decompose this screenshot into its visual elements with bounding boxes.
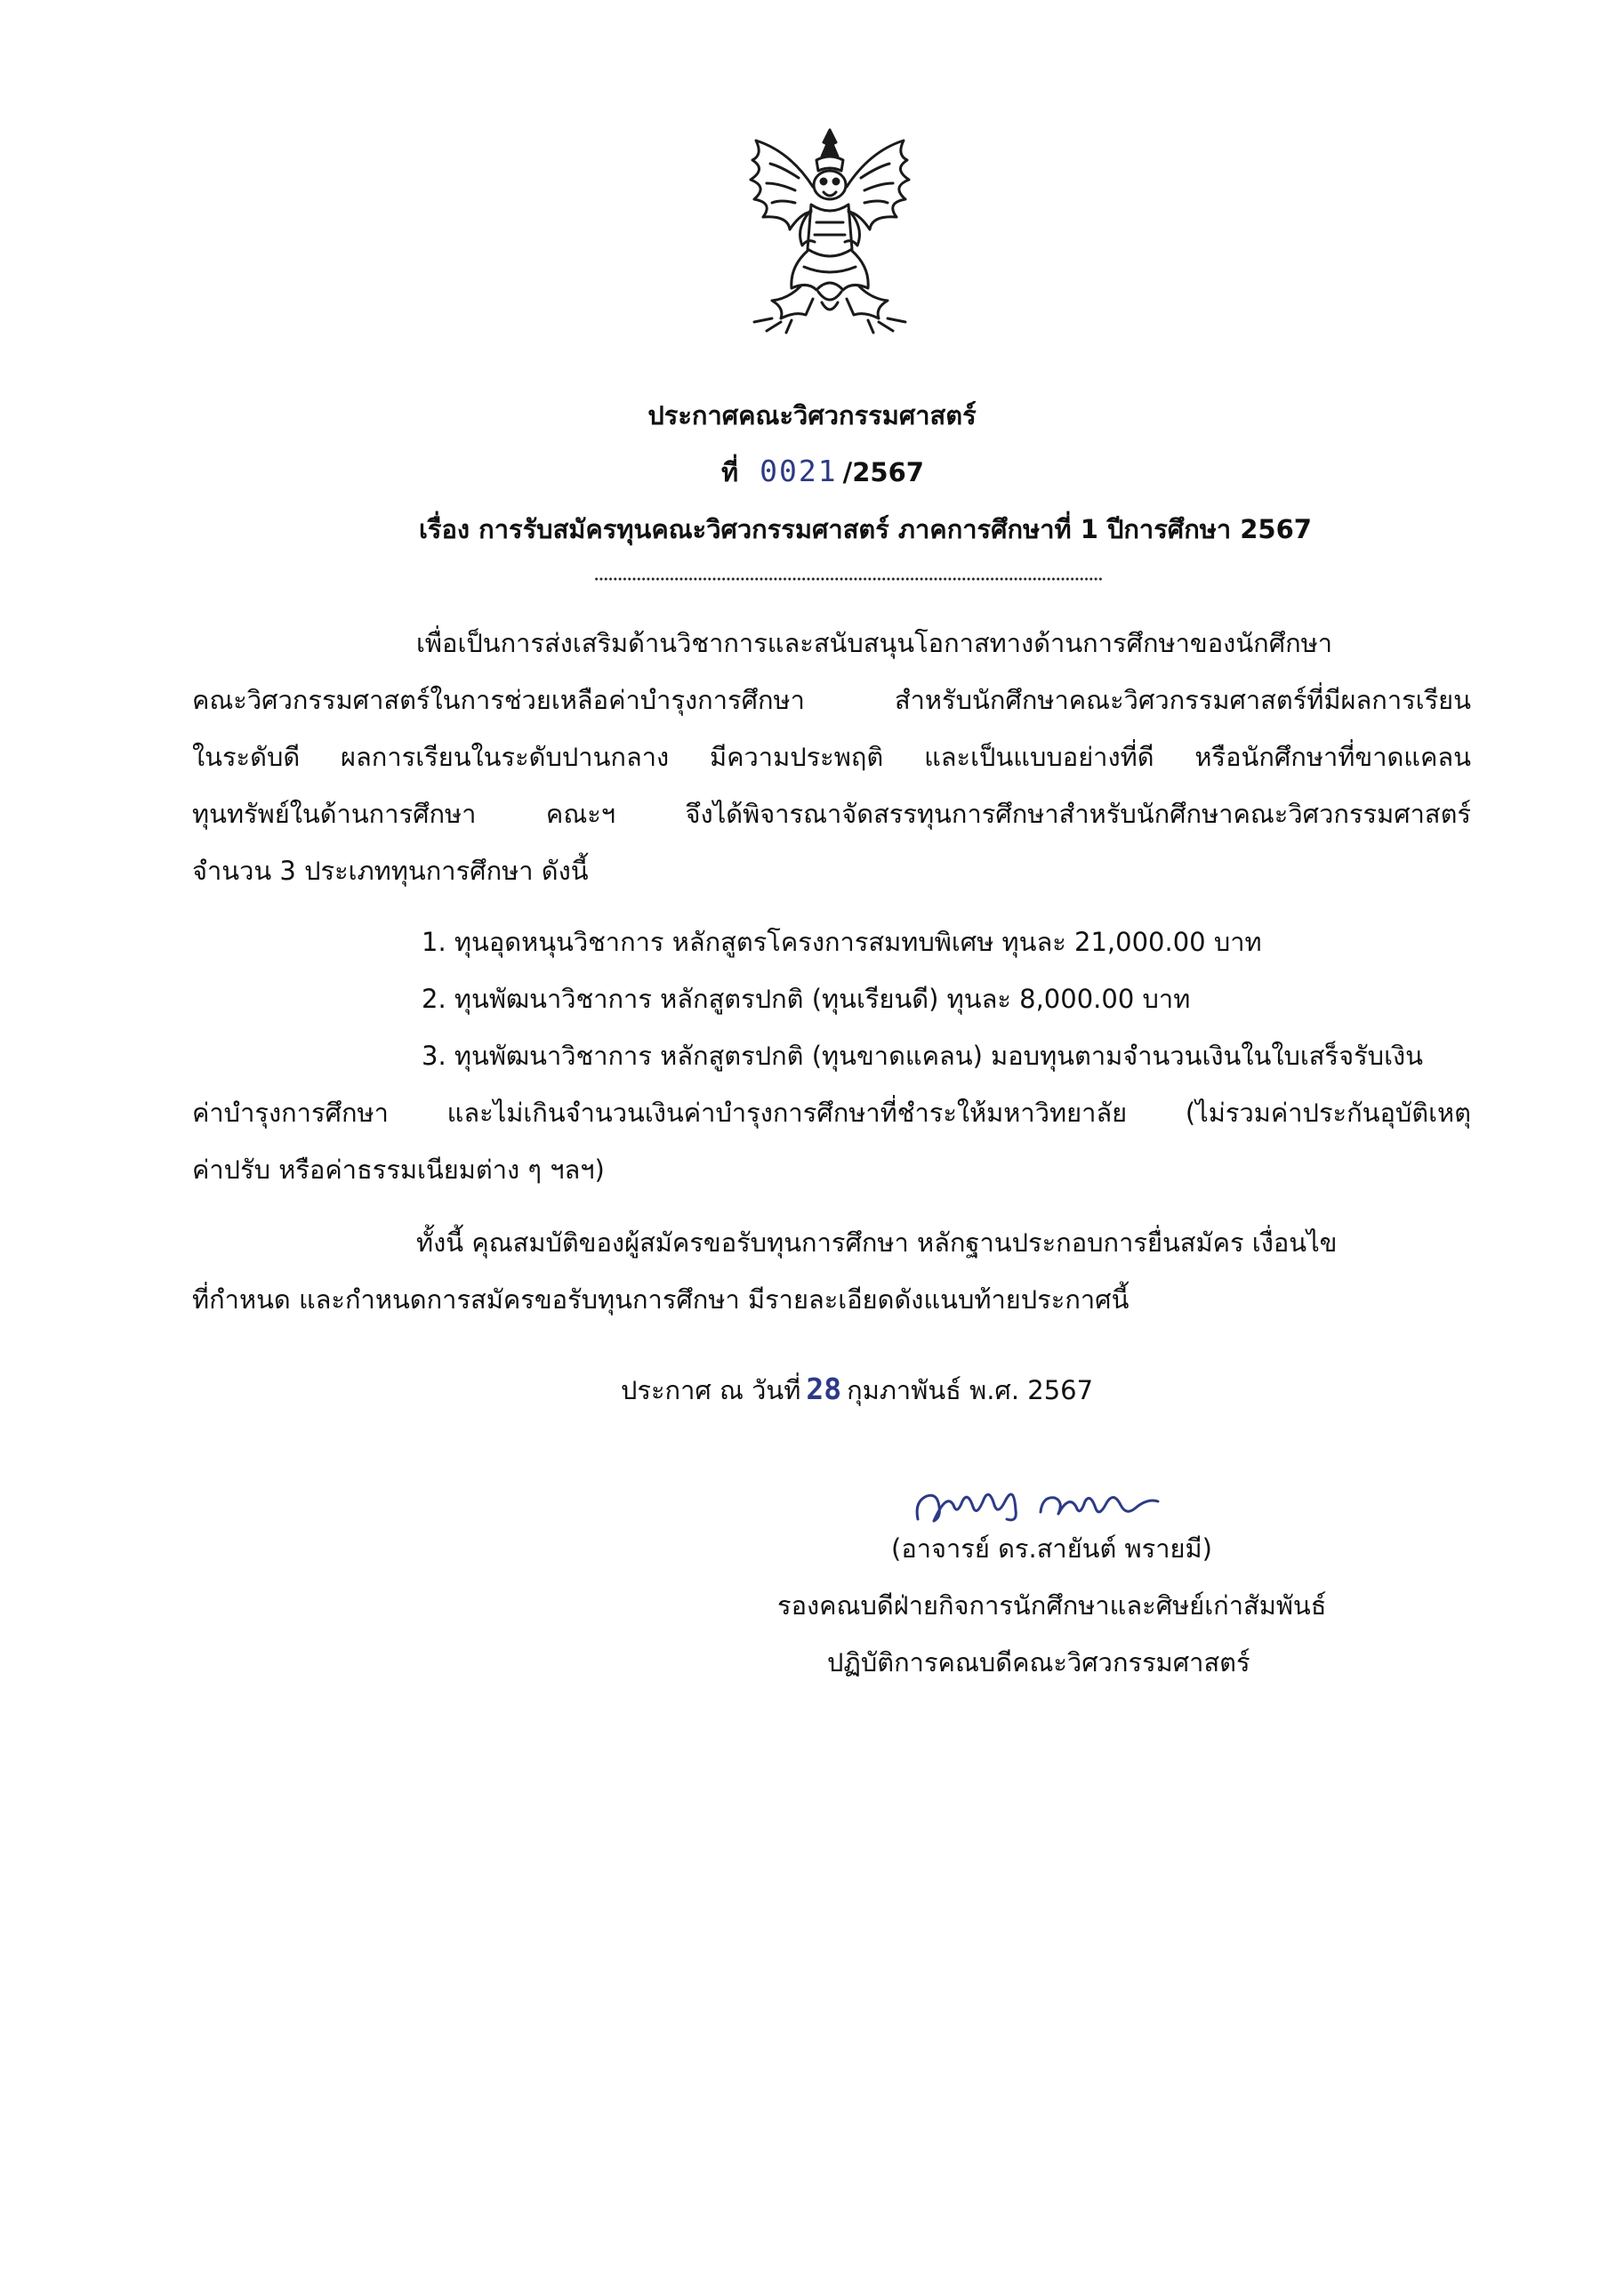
- list-item: 3. ทุนพัฒนาวิชาการ หลักสูตรปกติ (ทุนขาดแคลน) มอบทุนตามจำนวนเงินในใบเสร็จรับเงิน: [422, 1041, 1423, 1071]
- announcement-title: ประกาศคณะวิศวกรรมศาสตร์: [647, 400, 977, 430]
- handwritten-number: 0021: [760, 454, 838, 488]
- signatory-position: รองคณบดีฝ่ายกิจการนักศึกษาและศิษย์เก่าสัมพันธ์: [777, 1590, 1327, 1621]
- signatory-acting-position: ปฏิบัติการคณบดีคณะวิศวกรรมศาสตร์: [827, 1647, 1250, 1678]
- announcement-date: [621, 1370, 1093, 1411]
- paragraph-line: ทุนทรัพย์ในด้านการศึกษา คณะฯ จึงได้พิจารณาจัดสรรทุนการศึกษาสำหรับนักศึกษาคณะวิศวกรรมศาสตร์: [192, 799, 1471, 829]
- paragraph-line: ในระดับดี ผลการเรียนในระดับปานกลาง มีความประพฤติ และเป็นแบบอย่างที่ดี หรือนักศึกษาที่ขาดแคลน: [192, 742, 1471, 772]
- list-item: 1. ทุนอุดหนุนวิชาการ หลักสูตรโครงการสมทบพิเศษ ทุนละ 21,000.00 บาท: [422, 927, 1262, 957]
- paragraph-line: จำนวน 3 ประเภททุนการศึกษา ดังนี้: [192, 856, 589, 886]
- announcement-number: [11, 452, 1624, 493]
- garuda-emblem-icon: [736, 125, 923, 338]
- paragraph-line: เพื่อเป็นการส่งเสริมด้านวิชาการและสนับสนุนโอกาสทางด้านการศึกษาของนักศึกษา: [416, 628, 1333, 658]
- paragraph-line: ที่กำหนด และกำหนดการสมัครขอรับทุนการศึกษา มีรายละเอียดดังแนบท้ายประกาศนี้: [192, 1284, 1130, 1315]
- announcement-subject: เรื่อง การรับสมัครทุนคณะวิศวกรรมศาสตร์ ภาคการศึกษาที่ 1 ปีการศึกษา 2567: [419, 514, 1312, 544]
- handwritten-day: 28: [806, 1372, 842, 1406]
- list-item-continuation: ค่าปรับ หรือค่าธรรมเนียมต่าง ๆ ฯลฯ): [192, 1155, 605, 1185]
- dotted-divider: [594, 576, 1103, 582]
- signatory-name: (อาจารย์ ดร.สายันต์ พรายมี): [891, 1533, 1212, 1564]
- paragraph-line: ทั้งนี้ คุณสมบัติของผู้สมัครขอรับทุนการศึกษา หลักฐานประกอบการยื่นสมัคร เงื่อนไข: [416, 1227, 1338, 1258]
- handwritten-signature-icon: [907, 1466, 1210, 1537]
- list-item-continuation: ค่าบำรุงการศึกษา และไม่เกินจำนวนเงินค่าบำรุงการศึกษาที่ชำระให้มหาวิทยาลัย (ไม่รวมค่าประกันอุบัติเหตุ: [192, 1098, 1471, 1128]
- list-item: 2. ทุนพัฒนาวิชาการ หลักสูตรปกติ (ทุนเรียนดี) ทุนละ 8,000.00 บาท: [422, 984, 1191, 1014]
- number-suffix: /2567: [842, 457, 924, 487]
- number-prefix: ที่: [721, 457, 739, 487]
- date-suffix: กุมภาพันธ์ พ.ศ. 2567: [847, 1375, 1094, 1405]
- date-prefix: ประกาศ ณ วันที่: [621, 1375, 801, 1405]
- paragraph-line: คณะวิศวกรรมศาสตร์ในการช่วยเหลือค่าบำรุงการศึกษา สำหรับนักศึกษาคณะวิศวกรรมศาสตร์ที่มีผลการเรียน: [192, 685, 1471, 715]
